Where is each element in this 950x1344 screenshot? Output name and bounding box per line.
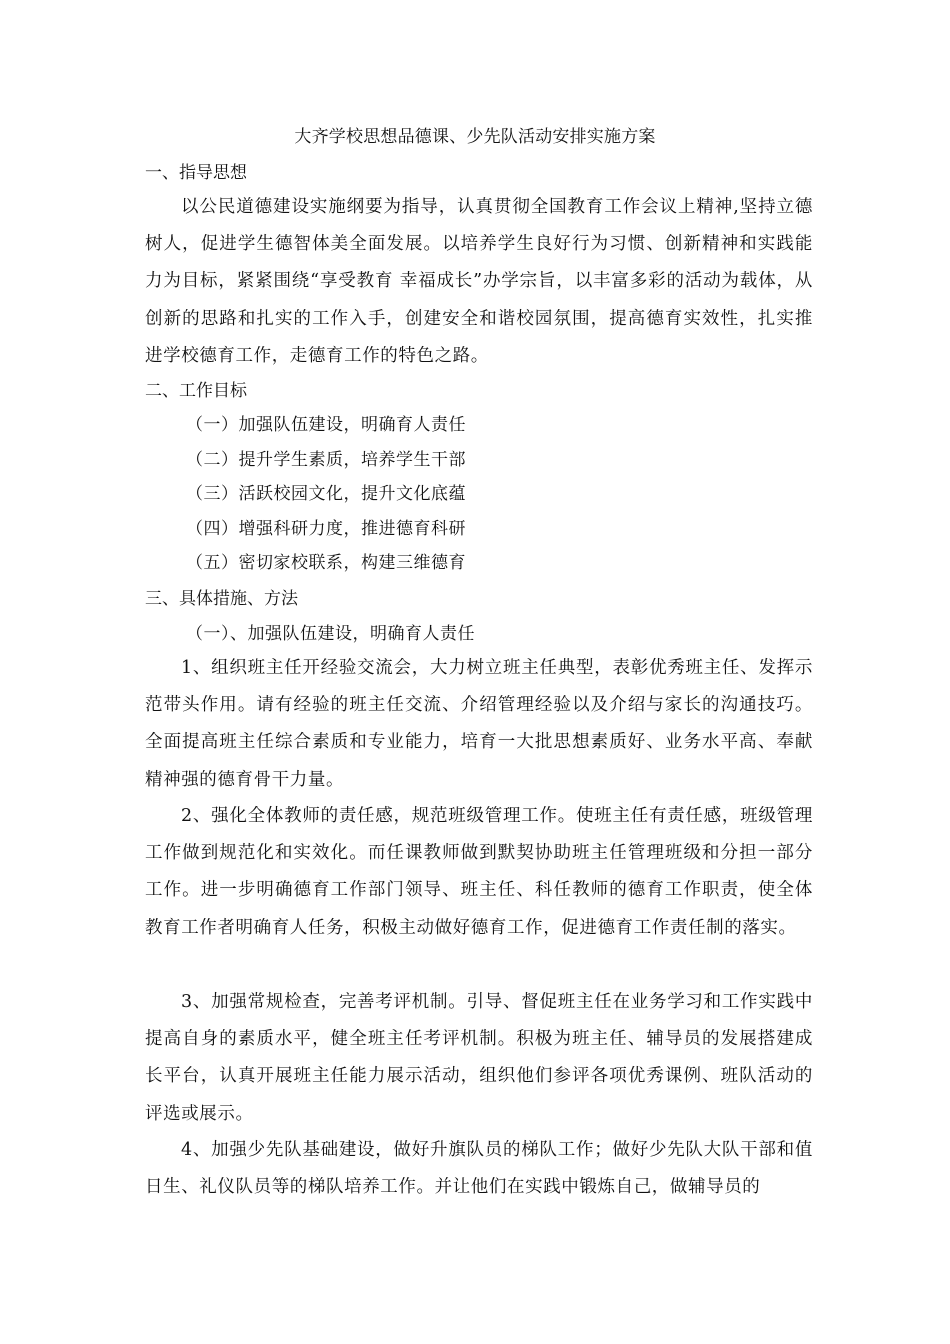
goal-item: （三）活跃校园文化，提升文化底蕴	[186, 484, 466, 504]
document-title: 大齐学校思想品德课、少先队活动安排实施方案	[294, 127, 656, 147]
section-heading-guiding-ideology: 一、指导思想	[145, 163, 247, 183]
goal-item: （四）增强科研力度，推进德育科研	[186, 519, 466, 539]
section-heading-work-goals: 二、工作目标	[145, 381, 247, 401]
measure-paragraph-4: 4、加强少先队基础建设，做好升旗队员的梯队工作；做好少先队大队干部和值日生、礼仪队员等的梯队培养工作。并让他们在实践中锻炼自己，做辅导员的	[145, 1140, 813, 1198]
measure-paragraph-3: 3、加强常规检查，完善考评机制。引导、督促班主任在业务学习和工作实践中提高自身的素质水平，健全班主任考评机制。积极为班主任、辅导员的发展搭建成长平台，认真开展班主任能力展示活动，组织他们参评各项优秀课例、班队活动的评选或展示。	[145, 992, 813, 1124]
measure-paragraph-2: 2、强化全体教师的责任感，规范班级管理工作。使班主任有责任感，班级管理工作做到规范化和实效化。而任课教师做到默契协助班主任管理班级和分担一部分工作。进一步明确德育工作部门领导、班主任、科任教师的德育工作职责，使全体教育工作者明确育人任务，积极主动做好德育工作，促进德育工作责任制的落实。	[145, 806, 813, 938]
goal-item: （五）密切家校联系，构建三维德育	[186, 553, 466, 573]
section-body-guiding-ideology: 以公民道德建设实施纲要为指导，认真贯彻全国教育工作会议上精神,坚持立德树人，促进学生德智体美全面发展。以培养学生良好行为习惯、创新精神和实践能力为目标，紧紧围绕“享受教育 幸福成长”办学宗旨，以丰富多彩的活动为载体，从创新的思路和扎实的工作入手，创建安全和谐校园氛围，提高德育实效性，扎实推进学校德育工作，走德育工作的特色之路。	[145, 197, 813, 366]
measure-paragraph-1: 1、组织班主任开经验交流会，大力树立班主任典型，表彰优秀班主任、发挥示范带头作用。请有经验的班主任交流、介绍管理经验以及介绍与家长的沟通技巧。全面提高班主任综合素质和专业能力，培育一大批思想素质好、业务水平高、奉献精神强的德育骨干力量。	[145, 658, 813, 790]
section-heading-measures: 三、具体措施、方法	[145, 589, 298, 609]
goal-item: （一）加强队伍建设，明确育人责任	[186, 415, 466, 435]
measures-subheading: （一）、加强队伍建设，明确育人责任	[186, 624, 475, 644]
goal-item: （二）提升学生素质，培养学生干部	[186, 450, 466, 470]
